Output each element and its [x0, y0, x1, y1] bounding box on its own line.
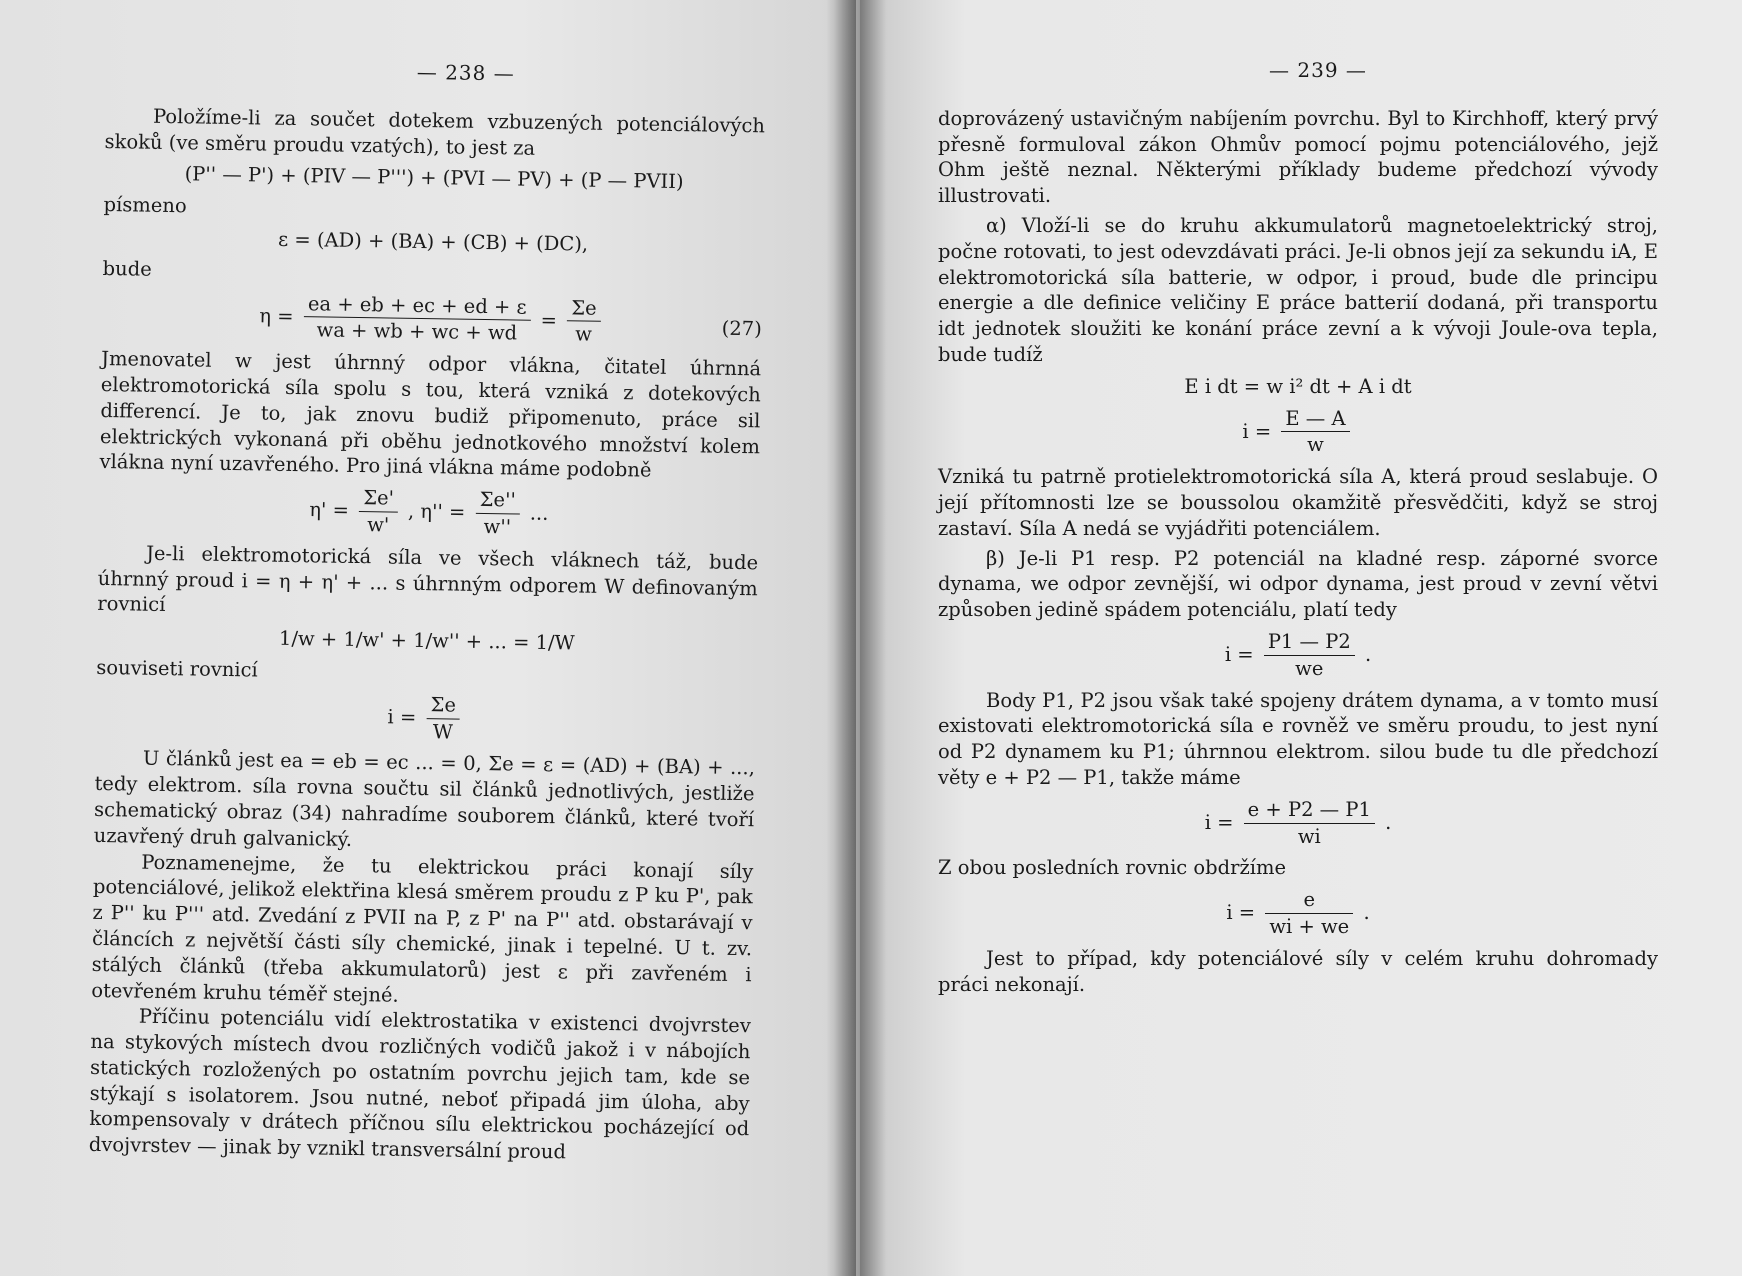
paragraph: U článků jest ea = eb = ec ... = 0, Σe = ε = (AD) + (BA) + ..., tedy elektrom. síla rovna součtu sil článků jednotlivých, jestliže schematický obraz (34) nahradíme souborem článků, které tvoří uzavřený druh galvanický.: [93, 746, 756, 851]
equation: [938, 887, 1658, 940]
fraction: [1281, 406, 1349, 459]
equation: ε = (AD) + (BA) + (CB) + (DC),: [277, 227, 589, 256]
fraction: [567, 295, 601, 348]
denominator: w': [367, 513, 390, 537]
equation-lhs: i =: [1224, 642, 1254, 666]
numerator: e + P2 — P1: [1244, 797, 1375, 824]
numerator: ea + eb + ec + ed + ε: [304, 291, 531, 321]
denominator: we: [1295, 656, 1324, 680]
denominator: w: [575, 322, 593, 347]
equation-lhs: η =: [259, 303, 294, 328]
numerator: Σe': [359, 485, 398, 512]
equation-lhs: i =: [387, 705, 417, 729]
equation-part: ...: [529, 501, 549, 525]
equation-27: [102, 288, 763, 351]
paragraph: α) Vloží-li se do kruhu akkumulatorů magnetoelektrický stroj, počne rotovati, to jest odevzdávati práci. Je-li obnos její za sekundu iA, E elektromotorická síla batterie, w odpor, i proud, bude dle principu energie a dle definice veličiny E práce batterií dodaná, při transportu idt jednotek sloužiti ke konání práce zevní a k vývoji Joule-ova tepla, bude tudíž: [938, 213, 1658, 366]
right-page-text: [938, 58, 1658, 997]
equation: [938, 406, 1658, 459]
left-page-text: [89, 55, 766, 1168]
numerator: P1 — P2: [1264, 629, 1355, 656]
denominator: W: [432, 719, 454, 744]
page-number: — 238 —: [416, 59, 515, 86]
denominator: wi: [1297, 824, 1321, 848]
equals-sign: =: [540, 308, 558, 332]
equation-lhs: i =: [1204, 810, 1234, 834]
equation: [95, 687, 756, 750]
text-label: bude: [102, 256, 152, 281]
paragraph: Položíme-li za součet dotekem vzbuzených potenciálových skoků (ve směru proudu vzatých), to jest za: [104, 104, 766, 160]
fraction: [426, 692, 460, 745]
right-page: [860, 0, 1742, 1276]
paragraph: Vzniká tu patrně protielektromotorická síla A, která proud seslabuje. O její přítomnosti lze se boussolou okamžitě přesvědčiti, když se stroj zastaví. Síla A nedá se vyjádřiti potenciálem.: [938, 465, 1658, 540]
numerator: Σe'': [476, 487, 520, 514]
denominator: w: [1307, 433, 1324, 457]
equation-lhs: i =: [1242, 419, 1272, 443]
denominator: wi + we: [1269, 914, 1350, 938]
paragraph: Poznamenejme, že tu elektrickou práci konají síly potenciálové, jelikož elektřina klesá směrem proudu z P ku P', pak z P'' ku P''' atd. Zvedání z PVII na P, z P' na P'' atd. obstarávají v článcích z největší části síly chemické, jinak i tepelné. U t. zv. stálých článků (třeba akkumulatorů) jest ε při zavřeném i otevřeném kruhu téměř stejné.: [91, 850, 754, 1007]
denominator: wa + wb + wc + wd: [316, 318, 518, 345]
equation: [98, 481, 759, 544]
paragraph: β) Je-li P1 resp. P2 potenciál na kladné resp. záporné svorce dynama, we odpor zevnější, wi odpor dynama, jest proud v zevní větvi způsoben jedině spádem potenciálu, platí tedy: [938, 546, 1658, 622]
equation: 1/w + 1/w' + 1/w'' + ... = 1/W: [278, 626, 575, 655]
text-label: písmeno: [103, 193, 187, 218]
book-gutter: [826, 0, 856, 1276]
text-label: souviseti rovnicí: [96, 655, 258, 682]
numerator: Σe: [567, 295, 601, 322]
fraction: [1265, 887, 1353, 940]
paragraph: Z obou posledních rovnic obdržíme: [938, 856, 1286, 880]
paragraph: Jest to případ, kdy potenciálové síly v celém kruhu dohromady práci nekonají.: [938, 946, 1658, 996]
paragraph: Je-li elektromotorická síla ve všech vláknech táž, bude úhrnný proud i = η + η' + ... s úhrnným odporem W definovaným rovnicí: [97, 541, 759, 617]
paragraph: Body P1, P2 jsou však také spojeny drátem dynama, a v tomto musí existovati elektromotorická síla e rovněž ve směru proudu, to jest nyní od P2 dynamem ku P1; úhrnnou elektrom. silou bude tu dle předchozí věty e + P2 — P1, takže máme: [938, 688, 1658, 789]
paragraph: Jmenovatel w jest úhrnný odpor vlákna, čitatel úhrnná elektromotorická síla spolu s tou, která vzniká z dotekových differencí. Je to, jak znovu budiž připomenuto, práce sil elektrických vykonaná při oběhu jednotkového množství kolem vlákna nyní uzavřeného. Pro jiná vlákna máme podobně: [99, 347, 762, 482]
equation: [938, 629, 1658, 682]
numerator: e: [1265, 887, 1353, 914]
paragraph: doprovázený ustavičným nabíjením povrchu. Byl to Kirchhoff, který prvý přesně formuloval zákon Ohmův pomocí pojmu potenciálového, jejž Ohm ještě neznal. Některými příklady budeme předchozí vývody illustrovati.: [938, 106, 1658, 208]
equation: (P'' — P') + (PIV — P''') + (PVI — PV) + (P — PVII): [184, 162, 684, 194]
equation-lhs: η' =: [309, 498, 350, 522]
denominator: w'': [483, 514, 512, 539]
fraction: [1244, 797, 1375, 850]
equation-end: .: [1364, 642, 1372, 666]
fraction: [303, 291, 531, 347]
equation-end: .: [1363, 900, 1370, 924]
equation-end: .: [1385, 810, 1392, 834]
fraction: [359, 485, 399, 538]
fraction: [475, 487, 520, 540]
equation: E i dt = w i² dt + A i dt: [1184, 374, 1412, 398]
numerator: Σe: [426, 692, 460, 719]
equation: [938, 797, 1658, 850]
fraction: [1264, 629, 1355, 682]
page-number: — 239 —: [1269, 58, 1367, 82]
numerator: E — A: [1281, 406, 1349, 433]
paragraph: Příčinu potenciálu vidí elektrostatika v existenci dvojvrstev na stykových místech dvou rozličných vodičů jakož i v nábojích statických rozložených po ostatním povrchu jejich tam, kde se stýkají s isolatorem. Jsou nutné, neboť připadá jim úloha, aby kompensovaly v drátech příčnou sílu elektrickou pocházející od dvojvrstev — jinak by vznikl transversální proud: [88, 1004, 752, 1164]
equation-number: (27): [721, 316, 762, 340]
left-page: [0, 0, 860, 1276]
equation-part: , η'' =: [407, 499, 466, 524]
equation-lhs: i =: [1226, 900, 1256, 924]
